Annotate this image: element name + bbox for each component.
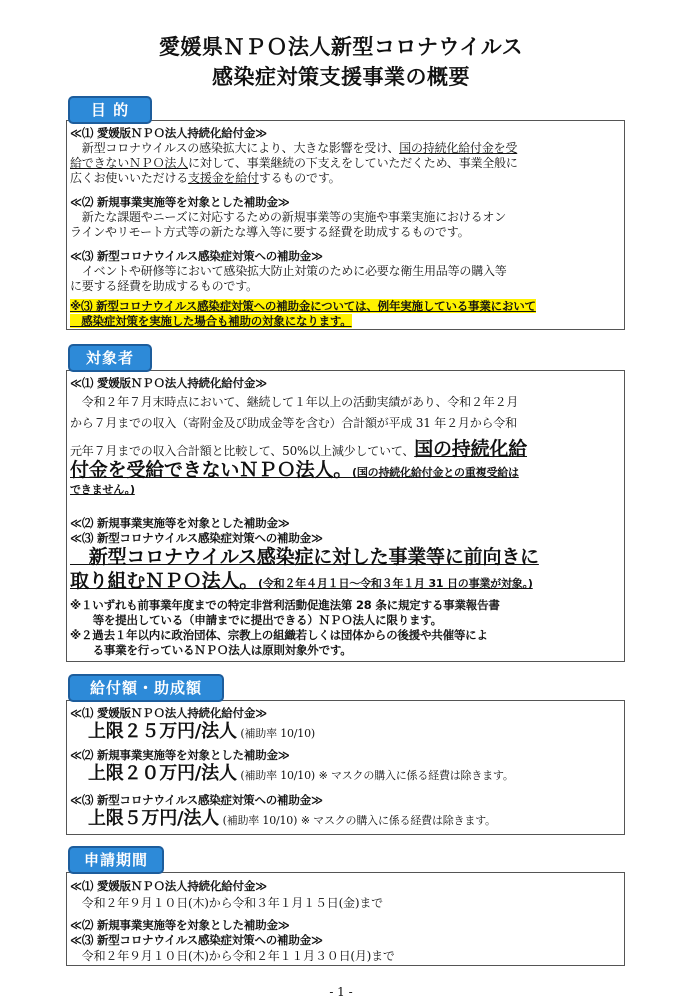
amount-row-2 — [88, 764, 514, 784]
amount-rate: (補助率 10/10) — [222, 814, 298, 827]
purpose-text: 広くお使いいただける — [70, 171, 189, 185]
amount-heading-3: ≪⑶ 新型コロナウイルス感染症対策への補助金≫ — [70, 793, 323, 807]
period-heading-2: ≪⑵ 新規事業実施等を対象とした補助金≫ — [70, 918, 290, 932]
purpose-text: 新型コロナウイルスの感染拡大により、大きな影響を受け、 — [70, 141, 400, 155]
purpose-text-2b: ラインやリモート方式等の新たな導入等に要する経費を助成するものです。 — [70, 225, 470, 239]
period-date-1: 令和２年９月１０日(木)から令和３年１月１５日(金)まで — [70, 896, 383, 910]
page-title-line2: 感染症対策支援事業の概要 — [212, 65, 470, 89]
amount-limit: 上限５万円/法人 — [88, 808, 219, 829]
amount-rate: (補助率 10/10) — [240, 769, 315, 782]
target-big-2 — [70, 570, 533, 592]
target-subnote: (国の持続化給付金との重複受給は — [352, 466, 519, 479]
target-text-1: 令和２年７月末時点において、継続して１年以上の活動実績があり、令和２年２月 — [70, 395, 519, 409]
period-heading-1: ≪⑴ 愛媛版ＮＰＯ法人持続化給付金≫ — [70, 879, 267, 893]
target-emphasis: 新型コロナウイルス感染症に対した事業等に前向きに — [70, 546, 539, 568]
amount-rate: (補助率 10/10) — [240, 727, 315, 740]
target-text-2: から７月までの収入（寄附金及び助成金等を含む）合計額が平成 31 年２月から令和 — [70, 416, 517, 430]
amount-heading-1: ≪⑴ 愛媛版ＮＰＯ法人持続化給付金≫ — [70, 706, 267, 720]
purpose-heading-1: ≪⑴ 愛媛版ＮＰＯ法人持続化給付金≫ — [70, 126, 267, 140]
purpose-text-underlined: 給できないＮＰＯ法人 — [70, 156, 189, 170]
target-heading-3: ≪⑶ 新型コロナウイルス感染症対策への補助金≫ — [70, 531, 323, 545]
amount-limit: 上限２０万円/法人 — [88, 763, 237, 784]
page-title-line1: 愛媛県ＮＰＯ法人新型コロナウイルス — [158, 35, 524, 59]
amount-row-1 — [88, 722, 315, 742]
target-emphasis: 国の持続化給 — [414, 438, 528, 460]
target-heading-2: ≪⑵ 新規事業実施等を対象とした補助金≫ — [70, 516, 290, 530]
target-heading-1: ≪⑴ 愛媛版ＮＰＯ法人持続化給付金≫ — [70, 376, 267, 390]
highlight-note: 感染症対策を実施した場合も補助の対象になります。 — [70, 314, 352, 328]
amount-mask-note: ※ マスクの購入に係る経費は除きます。 — [300, 814, 496, 827]
target-note-1a: ※１いずれも前事業年度までの特定非営利活動促進法第 28 条に規定する事業報告書 — [70, 598, 500, 612]
purpose-text: に対して、事業継続の下支えをしていただくため、事業全般に — [188, 156, 518, 170]
purpose-note-2 — [70, 314, 352, 329]
target-text-3 — [70, 438, 527, 460]
purpose-heading-3: ≪⑶ 新型コロナウイルス感染症対策への補助金≫ — [70, 249, 323, 263]
purpose-text-1a — [70, 141, 517, 156]
purpose-text-1c — [70, 171, 340, 186]
purpose-text-2a: 新たな課題やニーズに対応するための新規事業等の実施や事業実施におけるオン — [70, 210, 507, 224]
purpose-heading-2: ≪⑵ 新規事業実施等を対象とした補助金≫ — [70, 195, 290, 209]
target-note-2b: る事業を行っているＮＰＯ法人は原則対象外です。 — [70, 643, 352, 657]
amount-tab: 給付額・助成額 — [68, 674, 224, 702]
target-text: 元年７月までの収入合計額と比較して、50%以上減少していて、 — [70, 444, 415, 458]
amount-limit: 上限２５万円/法人 — [88, 721, 237, 742]
purpose-note-1 — [70, 299, 536, 314]
period-heading-3: ≪⑶ 新型コロナウイルス感染症対策への補助金≫ — [70, 933, 323, 947]
target-big-1 — [70, 546, 539, 568]
purpose-text: するものです。 — [258, 171, 341, 185]
purpose-text-3a: イベントや研修等において感染拡大防止対策のために必要な衛生用品等の購入等 — [70, 264, 507, 278]
target-subnote: (令和２年４月１日～令和３年１月 31 日の事業が対象。) — [258, 577, 533, 590]
target-subnote: できません。) — [70, 483, 135, 496]
target-text-5 — [70, 482, 135, 497]
amount-mask-note: ※ マスクの購入に係る経費は除きます。 — [318, 769, 514, 782]
target-note-2a: ※２過去１年以内に政治団体、宗教上の組織若しくは団体からの後援や共催等によ — [70, 628, 488, 642]
amount-row-3 — [88, 809, 496, 829]
purpose-text-underlined: 国の持続化給付金を受 — [399, 141, 518, 155]
purpose-text-underlined: 支援金を給付 — [188, 171, 259, 185]
period-date-2: 令和２年９月１０日(木)から令和２年１１月３０日(月)まで — [70, 949, 395, 963]
purpose-text-3b: に要する経費を助成するものです。 — [70, 279, 258, 293]
target-emphasis: 取り組むＮＰＯ法人。 — [70, 570, 259, 592]
target-emphasis: 付金を受給できないＮＰＯ法人。 — [70, 459, 353, 481]
purpose-tab: 目 的 — [68, 96, 152, 124]
amount-heading-2: ≪⑵ 新規事業実施等を対象とした補助金≫ — [70, 748, 290, 762]
page-number: - 1 - — [329, 985, 353, 999]
target-text-4 — [70, 459, 519, 481]
period-tab: 申請期間 — [68, 846, 164, 874]
purpose-text-1b — [70, 156, 518, 171]
target-tab: 対象者 — [68, 344, 152, 372]
target-note-1b: 等を提出している（申請までに提出できる）ＮＰＯ法人に限ります。 — [70, 613, 442, 627]
highlight-note: ※⑶ 新型コロナウイルス感染症対策への補助金については、例年実施している事業において — [70, 299, 536, 313]
